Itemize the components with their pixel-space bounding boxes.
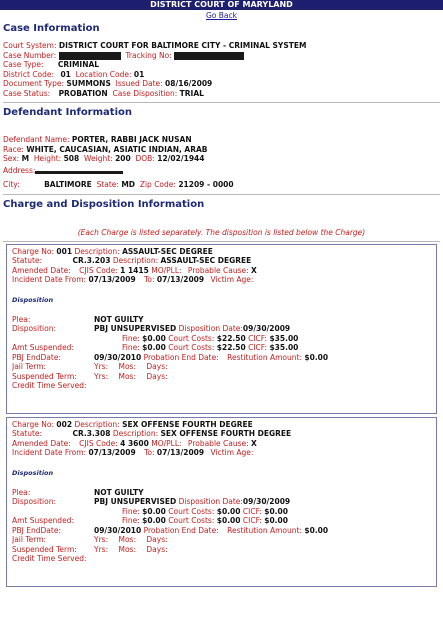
case-number-redacted bbox=[59, 52, 121, 60]
charge-box bbox=[6, 417, 437, 587]
incident-to-value: 07/13/2009 bbox=[156, 448, 205, 457]
statute-description-value: SEX OFFENSE FOURTH DEGREE bbox=[160, 429, 292, 438]
case-status-label: Case Status: bbox=[3, 88, 51, 98]
height-value: 508 bbox=[63, 154, 80, 163]
susp-days-label: Days: bbox=[146, 371, 168, 381]
statute-label: Statute: bbox=[12, 256, 43, 265]
charge-no-value: 002 bbox=[56, 419, 73, 429]
amt-court-costs-value: $22.50 bbox=[216, 343, 246, 352]
race-value: WHITE, CAUCASIAN, ASIATIC INDIAN, ARAB bbox=[26, 144, 208, 154]
disposition-date-label: Disposition Date: bbox=[178, 497, 243, 506]
charge-box bbox=[6, 244, 437, 414]
mo-pll-label: MO/PLL: bbox=[151, 265, 182, 275]
restitution-amount-label: Restitution Amount: bbox=[227, 352, 302, 362]
restitution-amount-value: $0.00 bbox=[304, 352, 329, 362]
dob-label: DOB: bbox=[135, 154, 155, 163]
disposition-value: PBJ UNSUPERVISED bbox=[94, 497, 177, 506]
address-label: Address: bbox=[3, 165, 36, 175]
amt-fine-label: Fine: bbox=[122, 343, 140, 352]
statute-label: Statute: bbox=[12, 429, 43, 438]
description-value: SEX OFFENSE FOURTH DEGREE bbox=[122, 419, 253, 429]
fine-value: $0.00 bbox=[142, 506, 166, 516]
fine-label: Fine: bbox=[122, 506, 140, 516]
incident-from-label: Incident Date From: bbox=[12, 448, 87, 457]
height-label: Height: bbox=[33, 154, 62, 163]
victim-age-label: Victim Age: bbox=[210, 448, 254, 457]
plea-label: Plea: bbox=[12, 487, 31, 497]
tracking-no-label: Tracking No: bbox=[125, 50, 172, 60]
amt-court-costs-label: Court Costs: bbox=[168, 516, 215, 525]
district-code-value: 01 bbox=[60, 69, 71, 79]
court-system-label: Court System: bbox=[3, 41, 57, 50]
victim-age-label: Victim Age: bbox=[210, 275, 254, 284]
mo-pll-label: MO/PLL: bbox=[151, 438, 182, 448]
location-code-label: Location Code: bbox=[75, 69, 132, 79]
cicf-label: CICF: bbox=[248, 333, 268, 343]
jail-term-label: Jail Term: bbox=[12, 535, 47, 544]
state-label: State: bbox=[96, 180, 119, 189]
statute-value: CR.3.203 bbox=[72, 256, 111, 265]
amt-fine-value: $0.00 bbox=[142, 516, 166, 525]
case-status-value: PROBATION bbox=[58, 88, 108, 98]
divider bbox=[3, 194, 440, 195]
pbj-end-date-label: PBJ EndDate: bbox=[12, 525, 61, 535]
incident-to-label: To: bbox=[144, 448, 155, 457]
statute-value: CR.3.308 bbox=[72, 429, 111, 438]
cjis-code-value: 1 1415 bbox=[120, 265, 149, 275]
suspended-term-label: Suspended Term: bbox=[12, 371, 77, 381]
probable-cause-value: X bbox=[251, 265, 257, 275]
plea-value: NOT GUILTY bbox=[94, 487, 144, 497]
incident-to-value: 07/13/2009 bbox=[156, 275, 205, 284]
charges-note: (Each Charge is listed separately. The disposition is listed below the Charge) bbox=[77, 227, 366, 237]
go-back-link[interactable]: Go Back bbox=[206, 11, 237, 20]
weight-label: Weight: bbox=[84, 154, 113, 163]
jail-days-label: Days: bbox=[146, 535, 168, 544]
sex-value: M bbox=[21, 154, 30, 163]
probable-cause-value: X bbox=[251, 438, 257, 448]
plea-value: NOT GUILTY bbox=[94, 314, 144, 324]
disposition-value: PBJ UNSUPERVISED bbox=[94, 324, 177, 333]
suspended-term-label: Suspended Term: bbox=[12, 544, 77, 554]
cjis-code-label: CJIS Code: bbox=[79, 265, 118, 275]
amt-court-costs-label: Court Costs: bbox=[168, 343, 215, 352]
document-type-value: SUMMONS bbox=[66, 79, 111, 88]
defendant-name-label: Defendant Name: bbox=[3, 135, 70, 144]
jail-term-label: Jail Term: bbox=[12, 362, 47, 371]
jail-days-label: Days: bbox=[146, 362, 168, 371]
charge-no-label: Charge No: bbox=[12, 419, 55, 429]
amt-fine-value: $0.00 bbox=[142, 343, 166, 352]
case-number-label: Case Number: bbox=[3, 50, 57, 60]
weight-value: 200 bbox=[115, 154, 131, 163]
susp-yrs-label: Yrs: bbox=[94, 371, 109, 381]
amt-cicf-label: CICF: bbox=[248, 343, 268, 352]
city-label: City: bbox=[3, 180, 20, 189]
description-label: Description: bbox=[74, 419, 120, 429]
amt-cicf-value: $35.00 bbox=[269, 343, 299, 352]
cjis-code-value: 4 3600 bbox=[120, 438, 149, 448]
court-system-value: DISTRICT COURT FOR BALTIMORE CITY - CRIMINAL SYSTEM bbox=[58, 41, 307, 50]
issued-date-value: 08/16/2009 bbox=[165, 79, 213, 88]
dob-value: 12/02/1944 bbox=[157, 154, 205, 163]
description-label: Description: bbox=[74, 246, 120, 256]
disposition-subheading: Disposition bbox=[12, 468, 54, 477]
charge-disposition-heading: Charge and Disposition Information bbox=[3, 198, 205, 210]
tracking-no-redacted bbox=[174, 52, 244, 60]
city-value: BALTIMORE bbox=[44, 180, 92, 189]
disposition-date-value: 09/30/2009 bbox=[242, 324, 291, 333]
incident-to-label: To: bbox=[144, 275, 155, 284]
statute-description-label: Description: bbox=[112, 256, 159, 265]
zip-label: Zip Code: bbox=[139, 180, 176, 189]
restitution-amount-label: Restitution Amount: bbox=[227, 525, 302, 535]
race-label: Race: bbox=[3, 144, 24, 154]
case-disposition-label: Case Disposition: bbox=[112, 88, 178, 98]
susp-mos-label: Mos: bbox=[118, 544, 136, 554]
case-disposition-value: TRIAL bbox=[179, 88, 204, 98]
court-costs-value: $22.50 bbox=[216, 333, 246, 343]
defendant-name-value: PORTER, RABBI JACK NUSAN bbox=[71, 135, 192, 144]
statute-description-value: ASSAULT-SEC DEGREE bbox=[160, 256, 252, 265]
case-type-label: Case Type: bbox=[3, 60, 44, 69]
court-costs-label: Court Costs: bbox=[168, 333, 215, 343]
credit-time-served-label: Credit Time Served: bbox=[12, 554, 87, 563]
state-value: MD bbox=[121, 180, 136, 189]
amt-fine-label: Fine: bbox=[122, 516, 140, 525]
case-information-heading: Case Information bbox=[3, 23, 100, 34]
fine-value: $0.00 bbox=[142, 333, 166, 343]
jail-mos-label: Mos: bbox=[118, 362, 136, 371]
cicf-label: CICF: bbox=[242, 506, 262, 516]
amt-cicf-value: $0.00 bbox=[264, 516, 288, 525]
amt-cicf-label: CICF: bbox=[242, 516, 262, 525]
statute-description-label: Description: bbox=[112, 429, 159, 438]
document-type-label: Document Type: bbox=[3, 79, 64, 88]
court-costs-value: $0.00 bbox=[216, 506, 241, 516]
cicf-value: $0.00 bbox=[264, 506, 288, 516]
defendant-information-heading: Defendant Information bbox=[3, 107, 132, 118]
divider bbox=[3, 102, 440, 103]
court-costs-label: Court Costs: bbox=[168, 506, 215, 516]
amt-suspended-label: Amt Suspended: bbox=[12, 516, 74, 525]
jail-yrs-label: Yrs: bbox=[94, 535, 109, 544]
disposition-date-value: 09/30/2009 bbox=[242, 497, 291, 506]
location-code-value: 01 bbox=[133, 69, 145, 79]
plea-label: Plea: bbox=[12, 314, 31, 324]
pbj-end-date-value: 09/30/2010 bbox=[94, 352, 142, 362]
page-header: DISTRICT COURT OF MARYLAND bbox=[0, 0, 443, 10]
charge-no-value: 001 bbox=[56, 246, 73, 256]
description-value: ASSAULT-SEC DEGREE bbox=[122, 246, 213, 256]
divider bbox=[3, 241, 440, 242]
amended-date-label: Amended Date: bbox=[12, 438, 71, 448]
disposition-label: Disposition: bbox=[12, 324, 57, 333]
probable-cause-label: Probable Cause: bbox=[187, 265, 249, 275]
credit-time-served-label: Credit Time Served: bbox=[12, 381, 87, 390]
incident-from-value: 07/13/2009 bbox=[88, 275, 136, 284]
charge-no-label: Charge No: bbox=[12, 246, 55, 256]
probation-end-date-label: Probation End Date: bbox=[143, 352, 219, 362]
susp-yrs-label: Yrs: bbox=[94, 544, 109, 554]
probation-end-date-label: Probation End Date: bbox=[143, 525, 219, 535]
disposition-label: Disposition: bbox=[12, 497, 57, 506]
charges-list bbox=[0, 244, 443, 587]
susp-mos-label: Mos: bbox=[118, 371, 136, 381]
jail-yrs-label: Yrs: bbox=[94, 362, 109, 371]
pbj-end-date-label: PBJ EndDate: bbox=[12, 352, 61, 362]
case-type-value: CRIMINAL bbox=[57, 60, 100, 69]
zip-value: 21209 - 0000 bbox=[178, 180, 234, 189]
district-code-label: District Code: bbox=[3, 69, 55, 79]
probable-cause-label: Probable Cause: bbox=[187, 438, 249, 448]
susp-days-label: Days: bbox=[146, 544, 168, 554]
issued-date-label: Issued Date: bbox=[115, 79, 163, 88]
case-information-section bbox=[0, 23, 443, 242]
jail-mos-label: Mos: bbox=[118, 535, 136, 544]
pbj-end-date-value: 09/30/2010 bbox=[94, 525, 142, 535]
incident-from-value: 07/13/2009 bbox=[88, 448, 136, 457]
cicf-value: $35.00 bbox=[269, 333, 299, 343]
sex-label: Sex: bbox=[3, 154, 20, 163]
amended-date-label: Amended Date: bbox=[12, 265, 71, 275]
incident-from-label: Incident Date From: bbox=[12, 275, 87, 284]
amt-court-costs-value: $0.00 bbox=[216, 516, 241, 525]
restitution-amount-value: $0.00 bbox=[304, 525, 329, 535]
fine-label: Fine: bbox=[122, 333, 140, 343]
disposition-date-label: Disposition Date: bbox=[178, 324, 243, 333]
amt-suspended-label: Amt Suspended: bbox=[12, 343, 74, 352]
address-redacted bbox=[35, 171, 123, 174]
disposition-subheading: Disposition bbox=[12, 295, 54, 304]
cjis-code-label: CJIS Code: bbox=[79, 438, 118, 448]
